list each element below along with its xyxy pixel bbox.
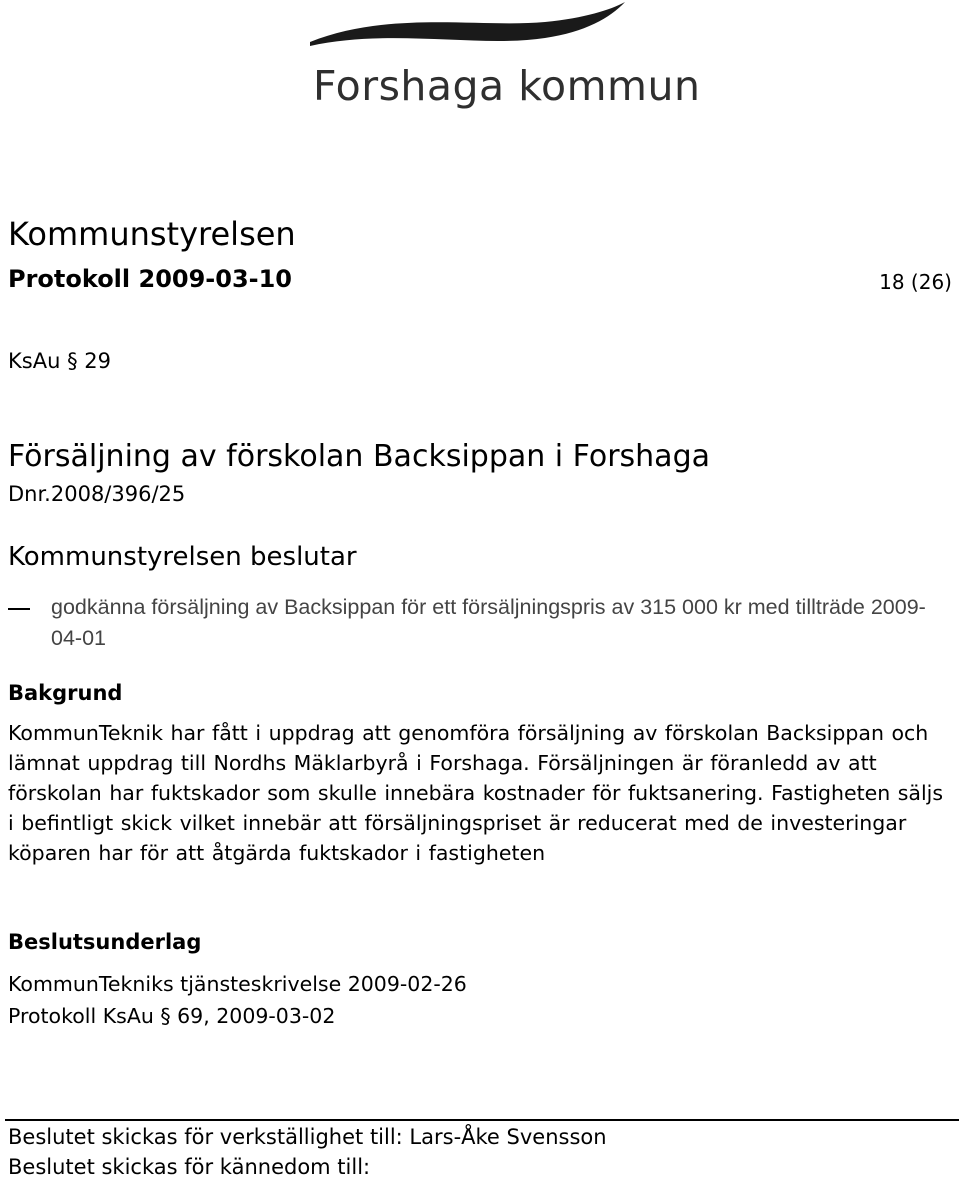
section-reference: KsAu § 29 xyxy=(8,349,111,373)
bullet-dash xyxy=(8,608,30,610)
distribution-list xyxy=(8,1122,607,1182)
information-recipients: Beslutet skickas för kännedom till: xyxy=(8,1155,371,1179)
basis-document-list xyxy=(8,968,467,1032)
basis-heading: Beslutsunderlag xyxy=(8,930,202,954)
protocol-heading: Protokoll 2009-03-10 xyxy=(8,265,293,293)
background-text: KommunTeknik har fått i uppdrag att genomföra försäljning av förskolan Backsippan och lämnat uppdrag till Nordhs Mäklarbyrå i Forshaga. Försäljningen är föranledd av att förskolan har fuktskador som skulle innebära kostnader för fuktsanering. Fastigheten säljs i befintligt skick vilket innebär att försäljningspriset är reducerat med de investeringar köparen har för att åtgärda fuktskador i fastigheten xyxy=(8,721,944,865)
decision-heading: Kommunstyrelsen beslutar xyxy=(8,542,357,572)
page-number: 18 (26) xyxy=(879,270,952,294)
basis-document: Protokoll KsAu § 69, 2009-03-02 xyxy=(8,1004,336,1028)
footer-divider xyxy=(5,1119,959,1121)
diary-number: Dnr.2008/396/25 xyxy=(8,482,186,506)
basis-document: KommunTekniks tjänsteskrivelse 2009-02-26 xyxy=(8,972,467,996)
matter-title: Försäljning av förskolan Backsippan i Forshaga xyxy=(8,439,710,474)
organization-heading: Kommunstyrelsen xyxy=(8,215,296,253)
decision-item: godkänna försäljning av Backsippan för ett försäljningspris av 315 000 kr med tillträde 2009-04-01 xyxy=(51,595,926,650)
logo-text: Forshaga kommun xyxy=(313,62,701,110)
execution-recipients: Beslutet skickas för verkställighet till: Lars-Åke Svensson xyxy=(8,1125,607,1149)
background-heading: Bakgrund xyxy=(8,681,123,705)
